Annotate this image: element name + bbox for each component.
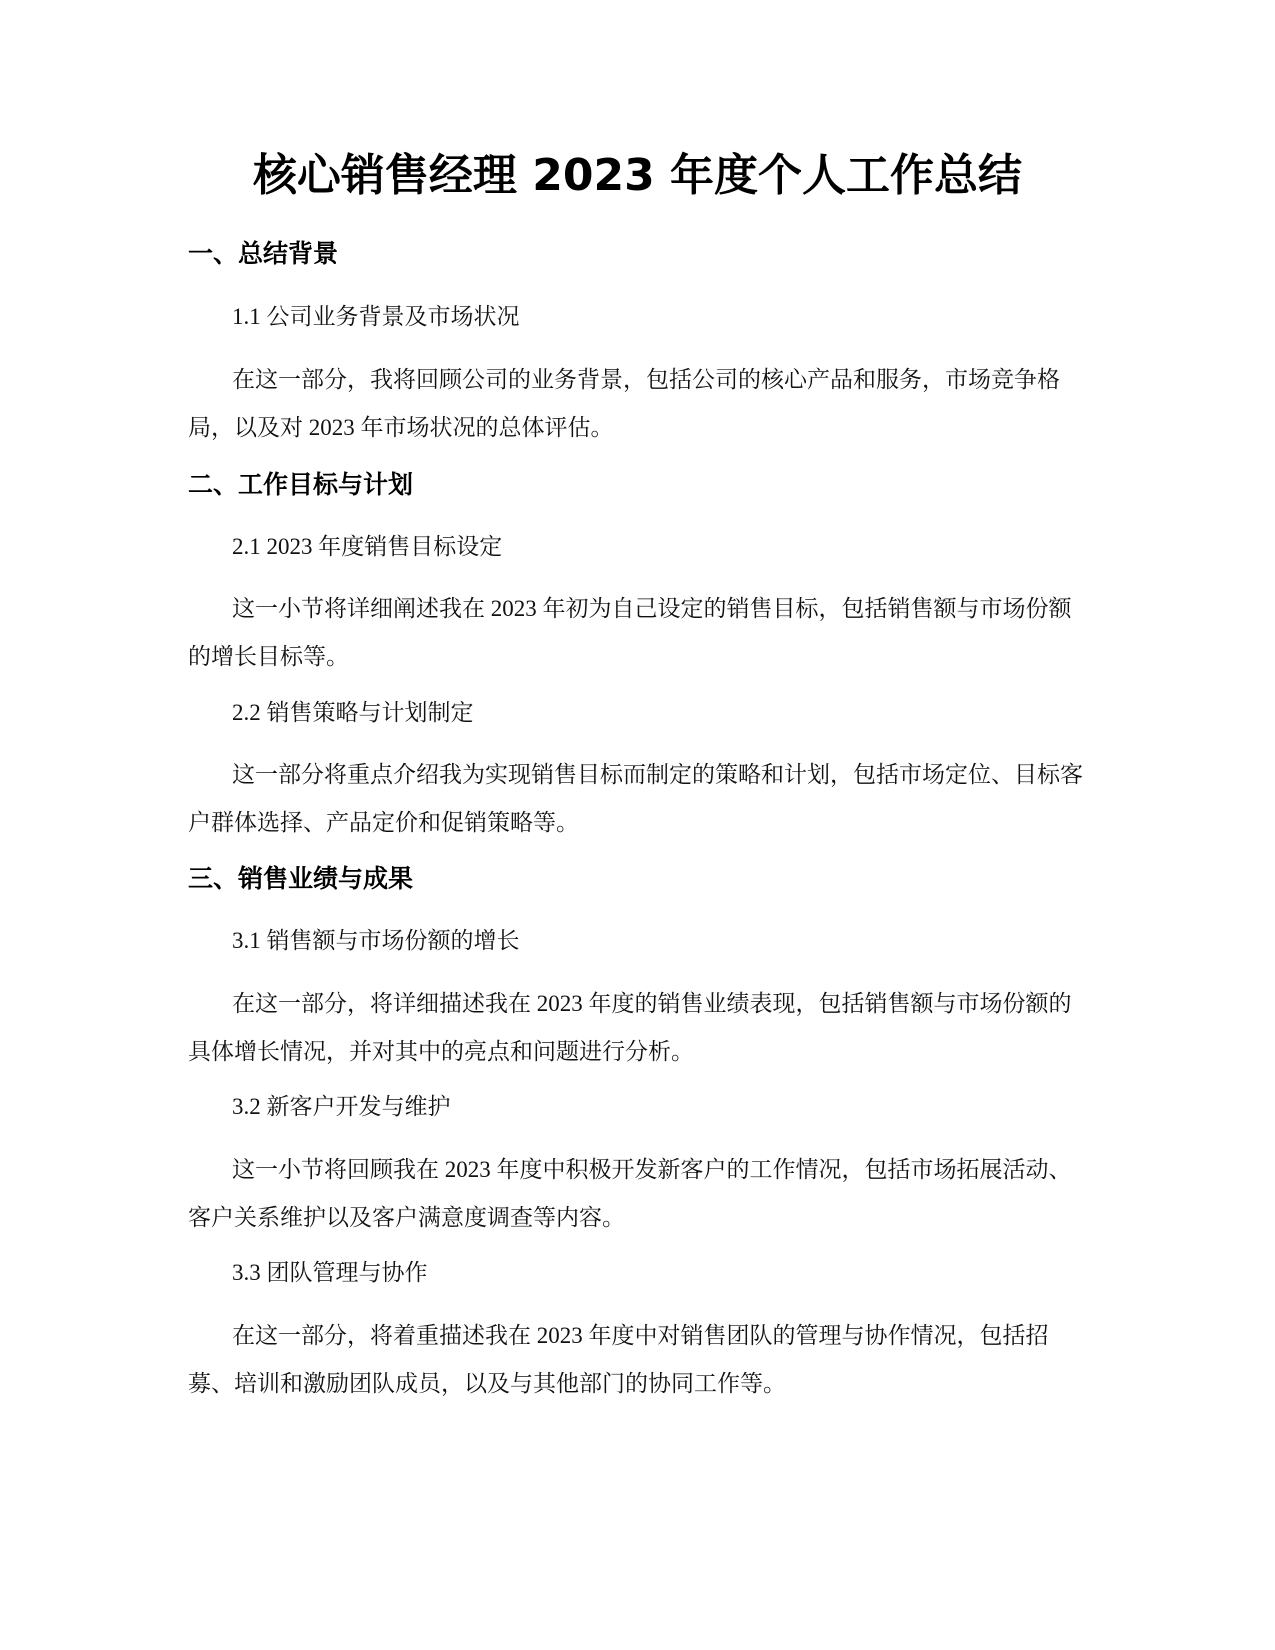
document-title: 核心销售经理 2023 年度个人工作总结 (252, 150, 1023, 201)
subsection-heading-1-1: 1.1 公司业务背景及市场状况 (232, 304, 520, 329)
paragraph-2-1: 这一小节将详细阐述我在 2023 年初为自己设定的销售目标，包括销售额与市场份额的增长目标等。 (188, 596, 1072, 669)
paragraph-1-1: 在这一部分，我将回顾公司的业务背景，包括公司的核心产品和服务，市场竞争格局，以及对 2023 年市场状况的总体评估。 (188, 367, 1060, 440)
section-heading-goals: 二、工作目标与计划 (188, 470, 414, 499)
subsection-heading-2-1: 2.1 2023 年度销售目标设定 (232, 534, 503, 559)
paragraph-3-1: 在这一部分，将详细描述我在 2023 年度的销售业绩表现，包括销售额与市场份额的具体增长情况，并对其中的亮点和问题进行分析。 (188, 991, 1072, 1064)
paragraph-2-2: 这一部分将重点介绍我为实现销售目标而制定的策略和计划，包括市场定位、目标客户群体选择、产品定价和促销策略等。 (188, 762, 1083, 835)
subsection-heading-3-2: 3.2 新客户开发与维护 (232, 1094, 451, 1119)
section-heading-performance: 三、销售业绩与成果 (188, 864, 414, 893)
section-heading-background: 一、总结背景 (188, 239, 339, 268)
subsection-heading-3-1: 3.1 销售额与市场份额的增长 (232, 928, 520, 953)
subsection-heading-3-3: 3.3 团队管理与协作 (232, 1260, 428, 1285)
paragraph-3-3: 在这一部分，将着重描述我在 2023 年度中对销售团队的管理与协作情况，包括招募、培训和激励团队成员，以及与其他部门的协同工作等。 (188, 1323, 1049, 1396)
paragraph-3-2: 这一小节将回顾我在 2023 年度中积极开发新客户的工作情况，包括市场拓展活动、客户关系维护以及客户满意度调查等内容。 (188, 1157, 1072, 1230)
subsection-heading-2-2: 2.2 销售策略与计划制定 (232, 700, 474, 725)
